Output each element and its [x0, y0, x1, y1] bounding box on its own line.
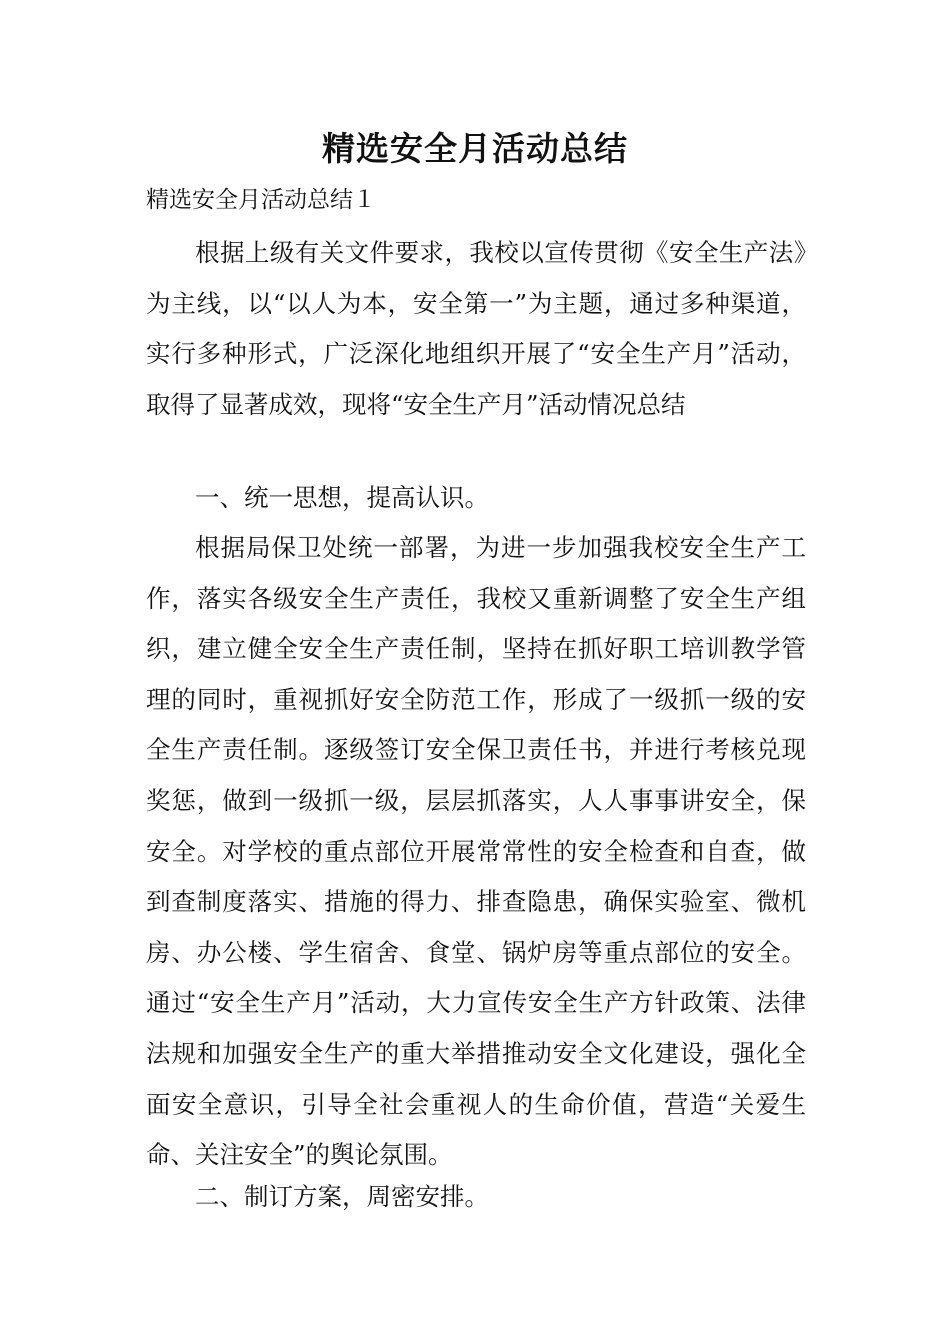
paragraph-section-1: 根据局保卫处统一部署，为进一步加强我校安全生产工作，落实各级安全生产责任，我校又重新调整了安全生产组织，建立健全安全生产责任制，坚持在抓好职工培训教学管理的同时，重视抓好安全防范工作，形成了一级抓一级的安全生产责任制。逐级签订安全保卫责任书，并进行考核兑现奖惩，做到一级抓一级，层层抓落实，人人事事讲安全，保安全。对学校的重点部位开展常常性的安全检查和自查，做到查制度落实、措施的得力、排查隐患，确保实验室、微机房、办公楼、学生宿舍、食堂、锅炉房等重点部位的安全。通过“安全生产月”活动，大力宣传安全生产方针政策、法律法规和加强安全生产的重大举措推动安全文化建设，强化全面安全意识，引导全社会重视人的生命价值，营造“关爱生命、关注安全”的舆论氛围。: [146, 533, 806, 1170]
document-subtitle: 精选安全月活动总结１: [146, 187, 376, 213]
section-heading-2: 二、制订方案，周密安排。: [195, 1182, 489, 1211]
document-title: 精选安全月活动总结: [322, 129, 628, 168]
paragraph-intro: 根据上级有关文件要求，我校以宣传贯彻《安全生产法》为主线，以“以人为本，安全第一”为主题，通过多种渠道，实行多种形式，广泛深化地组织开展了“安全生产月”活动，取得了显著成效，现将“安全生产月”活动情况总结: [146, 238, 806, 419]
section-heading-1: 一、统一思想，提高认识。: [195, 483, 489, 512]
